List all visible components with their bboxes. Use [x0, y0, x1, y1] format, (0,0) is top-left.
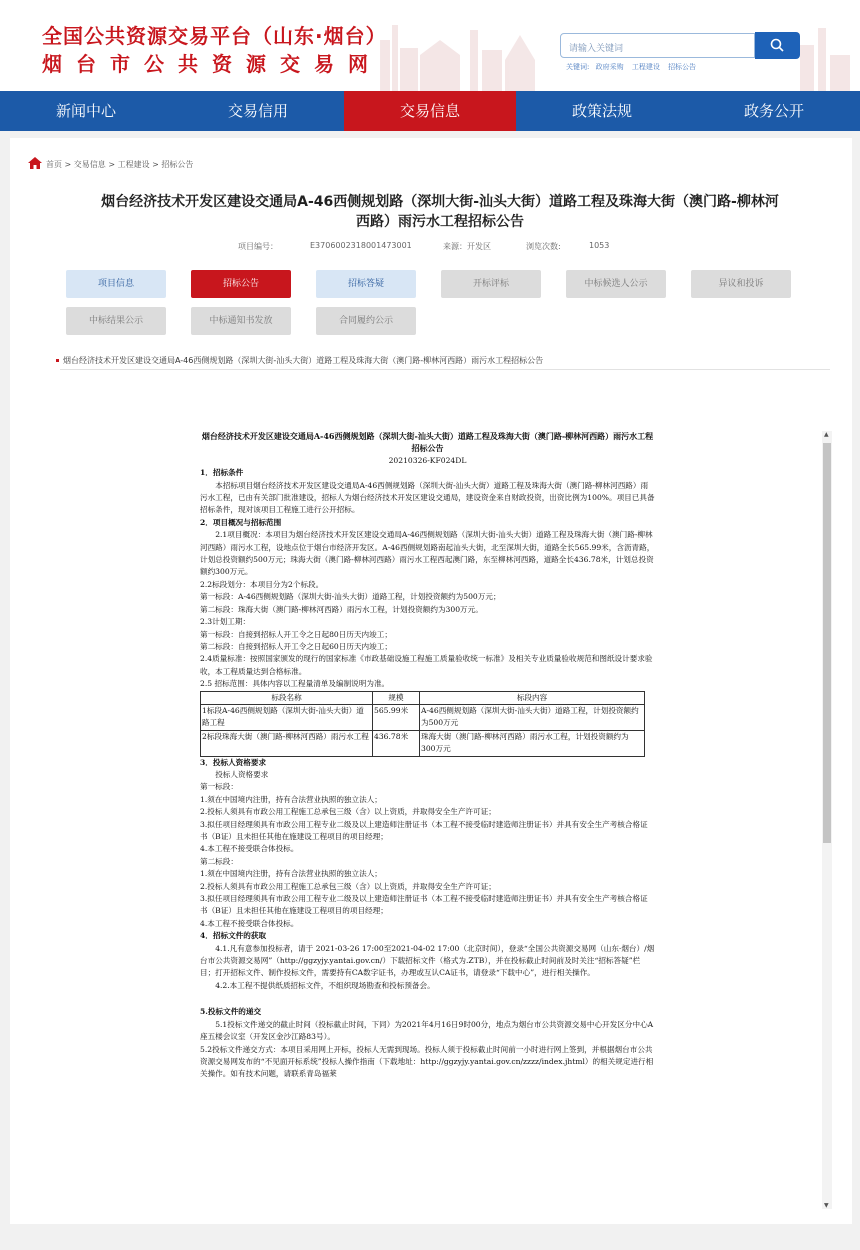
paragraph: 4.2.本工程不提供纸质招标文件，不组织现场勘查和投标预备会。: [215, 980, 435, 990]
paragraph: 1.须在中国境内注册，持有合法营业执照的独立法人；: [200, 794, 382, 804]
doc-code: 20210326-KF024DL: [388, 455, 467, 465]
paragraph: 3.拟任项目经理须具有市政公用工程专业二级及以上建造师注册证书（本工程不接受临时建造师注册证书）并具有安全生产考核合格证书（B证）且未担任其他在施建设工程项目的项目经理；: [200, 894, 648, 916]
table-header: 规模: [373, 691, 420, 704]
tab-candidates[interactable]: 中标候选人公示: [566, 270, 666, 298]
scroll-up-arrow-icon[interactable]: ▲: [824, 431, 829, 438]
paragraph: 第一标段：: [200, 782, 238, 792]
home-icon[interactable]: [28, 157, 42, 169]
paragraph: 2.5 招标范围：具体内容以工程量清单及编制说明为准。: [200, 679, 390, 689]
breadcrumb-text[interactable]: 首页 > 交易信息 > 工程建设 > 招标公告: [46, 160, 194, 169]
paragraph: 2.4质量标准：按照国家颁发的现行的国家标准《市政基础设施工程施工质量验收统一标准》及相关专业质量验收规范和图纸设计要求验收，本工程质量达到合格标准。: [200, 654, 653, 676]
tender-document: [200, 430, 655, 1206]
tab-award-notice[interactable]: 中标通知书发放: [191, 307, 291, 335]
tab-result[interactable]: 中标结果公示: [66, 307, 166, 335]
search-button[interactable]: [755, 32, 800, 59]
paragraph: 第二标段：自接到招标人开工令之日起60日历天内竣工；: [200, 641, 392, 651]
nav-item-policy[interactable]: 政策法规: [571, 102, 632, 120]
paragraph: 3.拟任项目经理须具有市政公用工程专业二级及以上建造师注册证书（本工程不接受临时建造师注册证书）并具有安全生产考核合格证书（B证）且未担任其他在施建设工程项目的项目经理；: [200, 819, 648, 841]
search-input[interactable]: 请输入关键词: [560, 33, 755, 58]
doc-title: 烟台经济技术开发区建设交通局A-46西侧规划路（深圳大街-汕头大街）道路工程及珠海大街（澳门路-柳林河西路）雨污水工程招标公告: [201, 431, 654, 454]
table-row: [201, 730, 645, 756]
source: 来源：开发区: [443, 242, 491, 251]
main-nav: [0, 91, 860, 131]
page-title: 烟台经济技术开发区建设交通局A-46西侧规划路（深圳大街-汕头大街）道路工程及珠海大街（澳门路-柳林河西路）雨污水工程招标公告: [101, 194, 779, 230]
tab-qa[interactable]: 招标答疑: [316, 270, 416, 298]
section-heading: 2．项目概况与招标范围: [200, 517, 282, 527]
table-cell: 436.78米: [373, 730, 420, 756]
project-no: E3706002318001473001: [310, 241, 412, 250]
paragraph: 2.3计划工期：: [200, 617, 251, 627]
views-label: 浏览次数:: [526, 242, 561, 251]
site-title-line1: 全国公共资源交易平台（山东·烟台）: [42, 24, 387, 48]
content-card: [10, 138, 852, 1224]
paragraph: 5.1投标文件递交的截止时间（投标截止时间，下同）为2021年4月16日9时00分，地点为烟台市公共资源交易中心开发区分中心A座五楼会议室（开发区金沙江路83号）。: [200, 1019, 654, 1042]
table-cell: 1标段A-46西侧规划路（深圳大街-汕头大街）道路工程: [201, 704, 373, 730]
keyword-link[interactable]: 工程建设: [631, 63, 660, 71]
table-cell: 珠海大街（澳门路-柳林河西路）雨污水工程，计划投资额约为300万元: [420, 730, 645, 756]
table-header: 标段名称: [201, 691, 373, 704]
document-scrollbar[interactable]: [822, 431, 832, 1209]
nav-item-gov-affairs[interactable]: 政务公开: [743, 102, 804, 120]
project-no-label: 项目编号：: [238, 242, 278, 251]
spacer: [200, 992, 655, 1006]
table-cell: 565.99米: [373, 704, 420, 730]
tab-project-info[interactable]: 项目信息: [66, 270, 166, 298]
search-icon: [770, 38, 784, 52]
table-cell: A-46西侧规划路（深圳大街-汕头大街）道路工程，计划投资额约为500万元: [420, 704, 645, 730]
paragraph: 2.投标人须具有市政公用工程施工总承包三级（含）以上资质，并取得安全生产许可证；: [200, 807, 496, 817]
table-header: 标段内容: [420, 691, 645, 704]
section-heading: 1．招标条件: [200, 468, 244, 478]
lots-table: [200, 691, 645, 757]
paragraph: 4.1.凡有意参加投标者，请于 2021-03-26 17:00至2021-04-02 17:00（北京时间），登录“全国公共资源交易网（山东·烟台）/烟台市公共资源交易网”（http://ggzyjy.yantai.gov.cn/）下载招标文件（格式为.ZTB），并在投标截止时间前及时关注“招标答疑”栏目；打开招标文件、制作投标文件，需要持有CA数字证书，办理或互认CA证书，请登录“下载中心”，进行相关操作。: [200, 943, 655, 978]
nav-item-trade-info[interactable]: 交易信息: [344, 91, 516, 131]
hot-keywords: [566, 62, 702, 72]
site-header: [0, 0, 860, 91]
paragraph: 2.投标人须具有市政公用工程施工总承包三级（含）以上资质，并取得安全生产许可证；: [200, 881, 496, 891]
nav-item-news[interactable]: 新闻中心: [55, 102, 116, 120]
keywords-label: 关键词:: [566, 63, 590, 71]
paragraph: 2.1项目概况：本项目为烟台经济技术开发区建设交通局A-46西侧规划路（深圳大街-汕头大街）道路工程及珠海大街（澳门路-柳林河西路）雨污水工程，设地点位于烟台市经济开发区。A-46西侧规划路南起汕头大街，北至深圳大街，道路全长565.99米，含沥青路，计划总投资额约500万元；珠海大街（澳门路-柳林河西路）雨污水工程西起澳门路，东至柳林河西路，道路全长436.78米，计划总投资额约300万元。: [200, 530, 655, 577]
nav-item-credit[interactable]: 交易信用: [227, 102, 288, 120]
tab-objection[interactable]: 异议和投诉: [691, 270, 791, 298]
views-count: 1053: [589, 241, 610, 250]
scroll-thumb[interactable]: [823, 443, 831, 843]
paragraph: 第一标段：A-46西侧规划路（深圳大街-汕头大街）道路工程，计划投资额约为500万元；: [200, 592, 501, 602]
section-heading: 4．招标文件的获取: [200, 931, 267, 941]
tab-tender-notice[interactable]: 招标公告: [191, 270, 291, 298]
section-heading: 3．投标人资格要求: [200, 757, 267, 767]
paragraph: 本招标项目烟台经济技术开发区建设交通局A-46西侧规划路（深圳大街-汕头大街）道路工程及珠海大街（澳门路-柳林河西路）雨污水工程，已由有关部门批准建设，招标人为烟台经济技术开发区建设交通局，建设资金来自财政投资，出资比例为100%。项目已具备招标条件，现对该项目工程施工进行公开招标。: [200, 480, 655, 515]
paragraph: 投标人资格要求: [215, 769, 269, 779]
document-link[interactable]: 烟台经济技术开发区建设交通局A-46西侧规划路（深圳大街-汕头大街）道路工程及珠海大街（澳门路-柳林河西路）雨污水工程招标公告: [63, 356, 544, 365]
tab-bid-opening[interactable]: 开标评标: [441, 270, 541, 298]
table-header-row: [201, 691, 645, 704]
tab-contract[interactable]: 合同履约公示: [316, 307, 416, 335]
keyword-link[interactable]: 政府采购: [595, 63, 624, 71]
paragraph: 第二标段：: [200, 856, 238, 866]
scroll-down-arrow-icon[interactable]: ▼: [824, 1202, 829, 1209]
keyword-link[interactable]: 招标公告: [668, 63, 697, 71]
section-heading: 5.投标文件的递交: [200, 1007, 262, 1017]
paragraph: 第一标段：自接到招标人开工令之日起80日历天内竣工；: [200, 629, 392, 639]
paragraph: 第二标段：珠海大街（澳门路-柳林河西路）雨污水工程，计划投资额约为300万元。: [200, 604, 483, 614]
divider: [60, 369, 830, 370]
paragraph: 5.2投标文件递交方式：本项目采用网上开标，投标人无需到现场。投标人须于投标截止时间前一小时进行网上签到，并根据烟台市公共资源交易网发布的“不见面开标系统”投标人操作指南（下载地址：http://ggzyjy.yantai.gov.cn/zzzz/index.jhtml）的相关规定进行相关操作。如有技术问题，请联系青岛福莱: [200, 1044, 654, 1079]
stage-tabs: [66, 270, 806, 336]
paragraph: 4.本工程不接受联合体投标。: [200, 918, 299, 928]
table-cell: 2标段珠海大街（澳门路-柳林河西路）雨污水工程: [201, 730, 373, 756]
paragraph: 2.2标段划分：本项目分为2个标段。: [200, 579, 324, 589]
table-row: [201, 704, 645, 730]
paragraph: 4.本工程不接受联合体投标。: [200, 844, 299, 854]
site-title-line2: 烟台市公共资源交易网: [42, 52, 382, 76]
paragraph: 1.须在中国境内注册，持有合法营业执照的独立法人；: [200, 869, 382, 879]
